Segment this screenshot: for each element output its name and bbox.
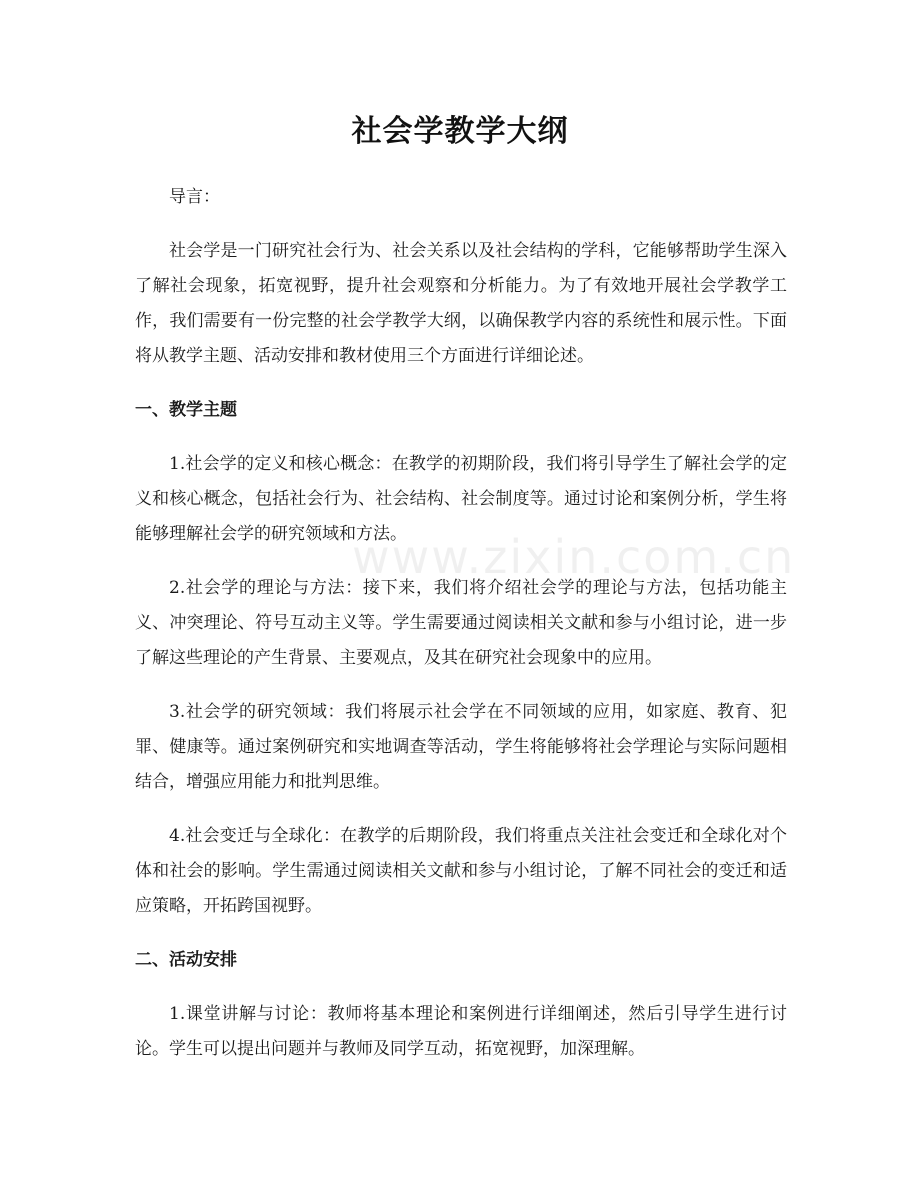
document-title: 社会学教学大纲 [351,114,569,149]
section-heading-activity-arrangement: 二、活动安排 [135,950,237,970]
section-heading-teaching-topics: 一、教学主题 [135,400,237,420]
intro-paragraph: 社会学是一门研究社会行为、社会关系以及社会结构的学科，它能够帮助学生深入了解社会现象，拓宽视野，提升社会观察和分析能力。为了有效地开展社会学教学工作，我们需要有一份完整的社会学教学大纲，以确保教学内容的系统性和展示性。下面将从教学主题、活动安排和教材使用三个方面进行详细论述。 [135,241,787,366]
intro-label: 导言： [169,187,220,207]
topic-item-1: 1.社会学的定义和核心概念：在教学的初期阶段，我们将引导学生了解社会学的定义和核心概念，包括社会行为、社会结构、社会制度等。通过讨论和案例分析，学生将能够理解社会学的研究领域和方法。 [135,454,787,544]
watermark: www.zixin.com.cn [352,530,796,584]
topic-item-3: 3.社会学的研究领域：我们将展示社会学在不同领域的应用，如家庭、教育、犯罪、健康等。通过案例研究和实地调查等活动，学生将能够将社会学理论与实际问题相结合，增强应用能力和批判思维。 [135,702,787,792]
topic-item-4: 4.社会变迁与全球化：在教学的后期阶段，我们将重点关注社会变迁和全球化对个体和社会的影响。学生需通过阅读相关文献和参与小组讨论，了解不同社会的变迁和适应策略，开拓跨国视野。 [135,826,787,916]
topic-item-2: 2.社会学的理论与方法：接下来，我们将介绍社会学的理论与方法，包括功能主义、冲突理论、符号互动主义等。学生需要通过阅读相关文献和参与小组讨论，进一步了解这些理论的产生背景、主要观点，及其在研究社会现象中的应用。 [135,578,787,668]
activity-item-1: 1.课堂讲解与讨论：教师将基本理论和案例进行详细阐述，然后引导学生进行讨论。学生可以提出问题并与教师及同学互动，拓宽视野，加深理解。 [135,1004,787,1059]
document-body [135,180,787,1086]
